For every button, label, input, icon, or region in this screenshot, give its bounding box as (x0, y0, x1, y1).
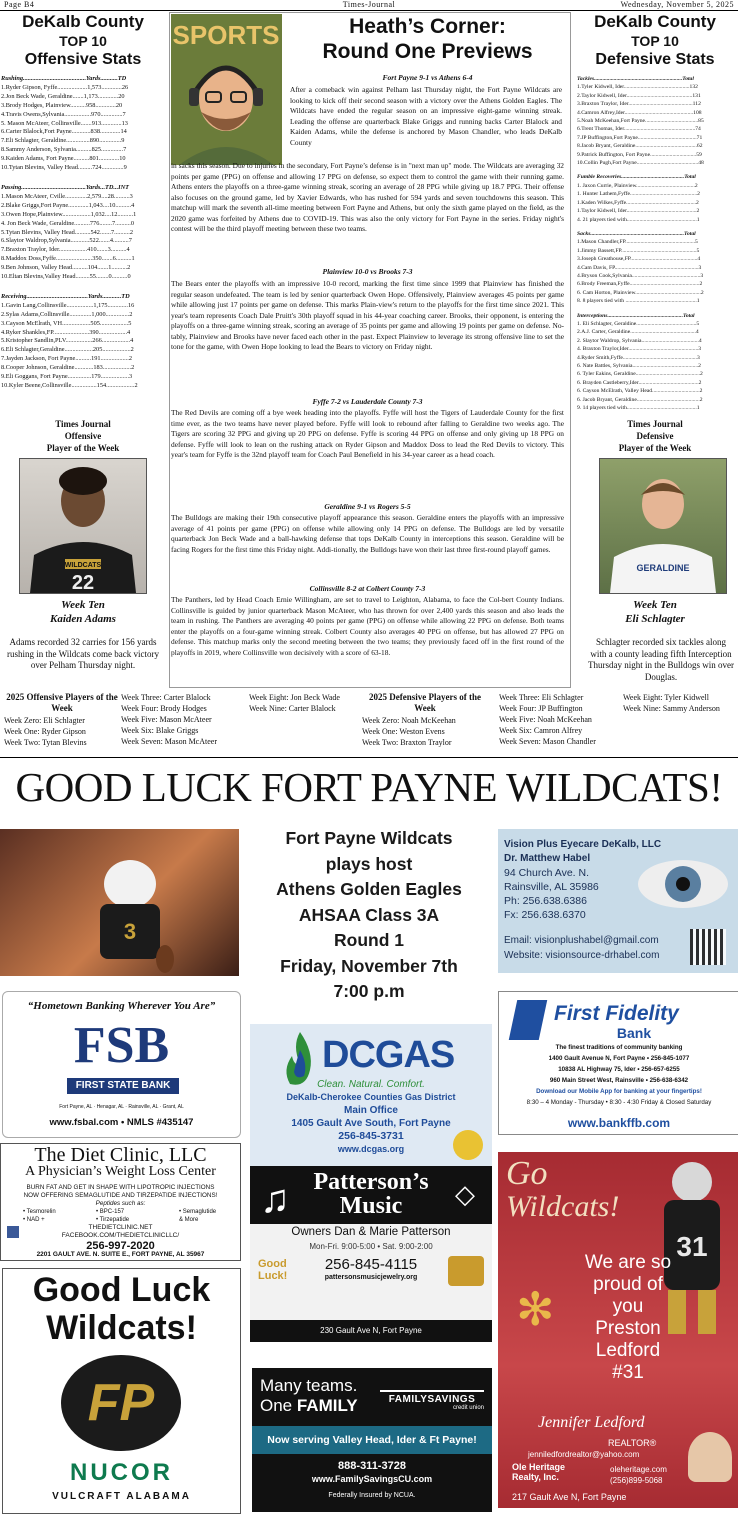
dcgas-logo: DCGAS (322, 1034, 455, 1076)
caption-player: Kaiden Adams (50, 613, 116, 625)
vision-phone: Ph: 256.638.6386 (504, 895, 587, 907)
stat-row: 9.Ben Johnson, Valley Head..........104.......1..........2 (1, 264, 131, 272)
sports-cartoon (171, 14, 282, 165)
vision-doctor: Dr. Matthew Habel (504, 853, 591, 864)
kaiden-adams-photo (19, 458, 147, 594)
ffb-details (499, 1042, 738, 1108)
patterson-luck: Luck! (258, 1270, 288, 1282)
game-ad-line: Friday, November 7th (280, 955, 458, 976)
family-logo-sub: credit union (452, 1405, 484, 1411)
weekly-entry: Week One: Weston Evens (362, 727, 445, 736)
game-ad-line: Athens Golden Eagles (276, 879, 462, 899)
headline-line-2: Round One Previews (322, 40, 533, 63)
stat-row: 6. Brayden Castleberry,Ider...........................................2 (577, 379, 702, 386)
diet-item: • NAD + (23, 1217, 45, 1223)
stat-row: 4.Camron Alfrey,Ider.................................................108 (577, 109, 702, 116)
tackles-header: Tackles...............................................................Total (577, 76, 694, 82)
game-ad-line: plays host (325, 853, 413, 874)
diet-title: The Diet Clinic, LLC (34, 1144, 207, 1166)
agent-email: jenniledfordrealtor@yahoo.com (528, 1450, 640, 1459)
diet-item: • BPC-157 (96, 1209, 125, 1215)
offensive-weekly-title: 2025 Offensive Players of the Week (6, 692, 118, 713)
stat-row: 7.Jayden Jackson, Fort Payne..........191..................2 (1, 355, 132, 363)
fp-football-logo: FP (61, 1355, 181, 1451)
stat-row: 8. 8 players tied with ...................................................1 (577, 298, 700, 305)
music-note-icon: ♫ (260, 1176, 290, 1221)
stat-row: 6.Brody Freeman,Fyffe..................................................2 (577, 281, 703, 288)
weekly-entry: Week Nine: Carter Blalock (249, 704, 336, 713)
fsb-logo: FSB (73, 1017, 170, 1074)
offensive-stats-box (0, 12, 166, 70)
ffb-bank: Bank (616, 1025, 652, 1041)
stat-row: 3.Joseph Greathouse,FP................................................4 (577, 256, 701, 263)
game-ad (245, 826, 493, 1005)
stat-row: 1.Taylor Kidwell, Ider..................................................2 (577, 208, 700, 215)
paw-print-icon: ✻ (516, 1284, 555, 1335)
stat-row: 4. Jon Beck Wade, Geraldine..........776........7..........0 (1, 219, 134, 227)
gl-line-2: Wildcats! (46, 1309, 197, 1347)
fsb-name: FIRST STATE BANK (67, 1078, 179, 1094)
headline-line-1: Heath’s Corner: (349, 15, 506, 38)
stat-row: 10.Eltan Blevins,Valley Head.........55........0..........0 (1, 273, 131, 281)
stat-row: 3.Owen Hope,Plainview..................1,032....12..........1 (1, 210, 137, 218)
stat-row: 6. Tyler Eakins, Geraldine..............................................2 (577, 371, 703, 378)
g4-paragraph: The Bulldogs are making their 19th consecutive playoff appearance this season. Geraldine enters the playoffs with an impressive average of 41 points per game (PPG) on offense while allowing only 14 PPG on defense. The Bulldogs are led by versatile quarterback Jon Beck Wade and a ball-hawking defense that tops DeKalb County in interceptions this season. Geraldine will be facing Rogers for the first time this Friday night. Addi-tionally, the Bulldogs have won their last three first-round playoff games. (171, 513, 564, 554)
patterson-owners: Owners Dan & Marie Patterson (291, 1226, 451, 1238)
pow-line: Times Journal (627, 419, 683, 429)
stat-row: 5.Kristopher Sandlin,PLV.................266..................4 (1, 337, 134, 345)
weekly-entry: Week Six: Blake Griggs (121, 726, 199, 735)
vision-name: Vision Plus Eyecare DeKalb, LLC (504, 839, 662, 850)
offense-title-2: TOP 10 (59, 33, 107, 49)
g2-title: Plainview 10-0 vs Brooks 7-3 (322, 267, 413, 276)
patterson-name-1: Patterson’s (313, 1169, 429, 1195)
good-luck-nucor-ad (2, 1268, 241, 1514)
patterson-hours: Mon-Fri. 9:00-5:00 • Sat. 9:00-2:00 (309, 1242, 433, 1251)
diet-web (1, 1224, 240, 1240)
weekly-entry: Week One: Ryder Gipson (4, 727, 86, 736)
offensive-stats-list (1, 75, 165, 391)
message-line: #31 (612, 1362, 644, 1383)
qr-code-icon (690, 929, 726, 965)
good-luck-banner: GOOD LUCK FORT PAYNE WILDCATS! (15, 764, 723, 810)
stat-row: 1.Mason McAteer, Cville..............2,579....28..........3 (1, 192, 133, 200)
stat-row: 9.Eli Goggans, Fort Payne...............179..................3 (1, 373, 133, 381)
g4-title: Geraldine 9-1 vs Rogers 5-5 (324, 502, 411, 511)
agent-web: oleheritage.com (610, 1465, 667, 1474)
stat-row: 1.Jimmy Bassett,FP......................................................5 (577, 247, 700, 254)
stat-row: 4. 21 players tied with..................................................1 (577, 216, 700, 223)
message-line: We are so (584, 1252, 672, 1273)
jersey-number: 31 (676, 1231, 708, 1262)
diet-facebook: FACEBOOK.COM/THEDIETCLINICLLC/ (61, 1232, 180, 1239)
family-tagline (260, 1376, 358, 1416)
stat-row: 6. Jacob Bryant, Geraldine.............................................2 (577, 396, 703, 403)
column-headline (290, 14, 565, 64)
vision-email: Email: visionplushabel@gmail.com (504, 935, 659, 946)
agent-phone: (256)899-5068 (610, 1476, 663, 1485)
family-ncua: Federally Insured by NCUA. (328, 1492, 416, 1499)
fsb-slogan: “Hometown Banking Wherever You Are” (27, 1000, 216, 1012)
family-line-2: One (260, 1396, 297, 1415)
svg-text:22: 22 (71, 572, 95, 593)
family-savings-logo (380, 1390, 484, 1411)
stat-row: 5.Noah McKeehan,Fort Payne......................................85 (577, 118, 704, 125)
game-ad-line: Fort Payne Wildcats (285, 828, 453, 848)
ffb-line: The finest traditions of community banking (555, 1044, 683, 1051)
stat-row: 10.Kyler Beene,Collinsville................154..................2 (1, 382, 138, 389)
diet-website: THEDIETCLINIC.NET (88, 1224, 153, 1231)
weekly-entry: Week Six: Camron Alfrey (499, 726, 583, 735)
g1-paragraph-1: After a comeback win against Pelham last Thursday night, the Fort Payne Wildcats are looking to kick off their second season with a victory over the Athens Golden Eagles. The Wildcats have ended the regular season on an impressive eight-game winning streak. Leading the offense are quarterback Blake Griggs and running backs Carter Blalock and Kaiden Adams, while the defense is anchored by Mason Chandler, who leads DeKalb County (290, 85, 562, 147)
stat-row: 2.Taylor Kidwell, Ider...............................................131 (577, 92, 701, 99)
stat-row: 6.Carter Blalock,Fort Payne............838.............14 (1, 128, 127, 136)
stat-row: 1.Mason Chandler,FP..................................................5 (577, 239, 698, 246)
dcgas-office: Main Office (344, 1105, 398, 1116)
ffb-logo-icon (509, 1000, 548, 1040)
stat-row: 3.Brody Hodges, Plainview..........958.............20 (1, 101, 123, 109)
stat-row: 6.Trent Thomas, Ider...................................................74 (577, 126, 701, 133)
diet-item: & More (179, 1217, 199, 1223)
page-number: Page B4 (4, 0, 35, 9)
ledford-ad (498, 1152, 738, 1508)
weekly-entry: Week Zero: Eli Schlagter (4, 716, 85, 725)
vision-address: 94 Church Ave. N. (504, 867, 590, 879)
weekly-entry: Week Eight: Tyler Kidwell (623, 693, 709, 702)
wildcats-text: Wildcats! (506, 1190, 620, 1223)
stat-row: 8.Jacob Bryant, Geraldine............................................62 (577, 143, 703, 150)
patterson-goodluck (258, 1258, 298, 1282)
defense-title-1: DeKalb County (594, 12, 716, 31)
stat-row: 9.Patrick Buffington, Fort Payne.................................59 (577, 151, 702, 158)
stat-row: 10.Tytan Blevins, Valley Head.........724..............9 (1, 164, 127, 172)
family-logo-text: FAMILYSAVINGS (380, 1390, 484, 1405)
g2-paragraph: The Bears enter the playoffs with an impressive 10-0 record, marking the first time since 1999 that Plainview has finished the regular season undefeated. The team is led by senior quarterback Owen Hope. Offensively, Plainview averages 45 points per game while allowing just 17 points per game on defense. This marks Plain-view's return to the playoffs for the first time since 2021. This year's team represents Coach Dale Pruitt's 30th playoff squad in his 44-year coaching career. Brooks, their opponent, is entering the playoffs on a three-game winning streak, scoring an average of 35 points per game and allowing 19 points per game on defense. No-tably, Plainview and Brooks have never faced each other in the past. Expect Plainview to leverage its strong offensive line to set the tone for the game, with Owen Hope looking to lead the Bears to victory on Friday night. (171, 279, 564, 351)
svg-text:WILDCATS: WILDCATS (64, 562, 102, 569)
stat-row: 6.Eli Schlagter,Geraldine..................205..................2 (1, 346, 134, 354)
patterson-name (290, 1170, 452, 1218)
ffb-line: 10838 AL Highway 75, Ider • 256-657-6255 (558, 1066, 680, 1073)
sports-label: SPORTS (172, 20, 280, 50)
pattersons-music-ad (250, 1166, 492, 1342)
fsb-branches: Fort Payne, AL · Henagar, AL · Rainsville, AL · Grant, AL (59, 1104, 184, 1110)
message-line: Ledford (595, 1340, 661, 1361)
stat-row: 2.Blake Griggs,Fort Payne.............1,043....10..........4 (1, 201, 135, 209)
stat-row: 4. Braxton Traylor,Ider..................................................3 (577, 346, 702, 353)
ffb-line: 960 Main Street West, Rainsville • 256-638-6342 (549, 1077, 689, 1084)
message-line: you (612, 1296, 644, 1317)
stat-row: 2. Slaytor Waldrop, Sylvania.........................................4 (577, 337, 702, 344)
weekly-entry: Week Three: Eli Schlagter (499, 693, 584, 702)
offensive-weekly-col-1 (4, 715, 87, 748)
page-header (0, 0, 738, 10)
pow-line: Offensive (64, 431, 102, 441)
patterson-web: pattersonsmusicjewelry.org (324, 1274, 418, 1281)
section-rule (0, 757, 738, 758)
fsb-ad (2, 991, 241, 1138)
g1-paragraph-2: in sacks this season. Due to injuries in the secondary, Fort Payne’s defense is in "next man up" mode. The Wildcats are averaging 32 points per game (PPG) on offense and allowing 17 PPG on defense, so expect them to control the game with their running game. Athens enters the playoffs on a three-game winning streak, scoring an average of 28 PPG while giving up 18.7 PPG. Their offense also focuses on the ground game, led by Xavier Edwards, who has rushed for 594 yards and seven touchdowns this season. This matchup will mark the seventh all-time meeting between Fort Payne and Athens, but only the sixth game played on the field, as the 2020 game was forfeited by Athens due to COVID-19. This was also the only victory for Fort Payne in the series. Friday night's contest will be the third playoff meeting between these two teams. (171, 161, 564, 233)
dcgas-web: www.dcgas.org (337, 1144, 405, 1154)
eli-schlagter-photo (599, 458, 727, 594)
offensive-weekly-col-2 (121, 692, 217, 747)
diet-item: • Tirzepatide (96, 1217, 130, 1223)
ffb-web: www.bankffb.com (567, 1116, 671, 1130)
diet-address: 2201 GAULT AVE. N. SUITE E., FORT PAYNE, AL 35967 (36, 1251, 205, 1258)
stat-row: 1.Tyler Kidwell, Ider...............................................132 (577, 84, 698, 91)
diet-offer (1, 1184, 240, 1208)
family-serving: Now serving Valley Head, Ider & Ft Payne! (252, 1426, 492, 1454)
kicker-photo (0, 829, 239, 976)
family-savings-ad (252, 1368, 492, 1512)
vulcraft-text: VULCRAFT ALABAMA (52, 1491, 191, 1502)
weekly-entry: Week Nine: Sammy Anderson (623, 704, 720, 713)
weekly-entry: Week Seven: Mason Chandler (499, 737, 596, 746)
patterson-good: Good (258, 1258, 287, 1270)
stat-row: 9.Kaiden Adams, Fort Payne..........801.............10 (1, 155, 126, 163)
defensive-pow-title (572, 418, 738, 454)
newspaper-name: Times-Journal (342, 0, 396, 9)
agent-signature: Jennifer Ledford (538, 1414, 645, 1431)
stat-row: 7.Braxton Traylor, Ider..................410.......3..........4 (1, 246, 130, 254)
family-line-1: Many teams. (260, 1376, 358, 1395)
stat-row: 9. 14 players tied with..................................................1 (577, 405, 700, 412)
offensive-pow-text: Adams recorded 32 carries for 156 yards rushing in the Wildcats come back victory over Pelham Thursday night. (7, 637, 159, 670)
rushing-header: Rushing........................................Yards...........TD (1, 75, 127, 82)
defensive-pow-text: Schlagter recorded six tackles along with a county leading fifth Interception Thursday night in the Bulldogs win over Douglas. (588, 637, 734, 682)
vision-website: Website: visionsource-drhabel.com (504, 950, 660, 961)
stat-row: 10.Collin Pugh,Fort Payne............................................48 (577, 160, 704, 167)
realty-firm: Ole Heritage Realty, Inc. (512, 1462, 566, 1482)
issue-date: Wednesday, November 5, 2025 (620, 0, 734, 9)
stat-row: 1.Ryder Gipson, Fyffe...................1,573.............26 (1, 83, 129, 91)
weekly-entry: Week Seven: Mason McAteer (121, 737, 217, 746)
pow-line: Times Journal (55, 419, 111, 429)
stat-row: 1.Gavin Lang,Collinsville.................1,175.............16 (1, 301, 135, 309)
stat-row: 7.JP Buffington,Fort Payne..........................................71 (577, 134, 703, 141)
stat-row: 3.Braxton Traylor, Ider..............................................112 (577, 101, 701, 108)
passing-header: Passing.........................................Yards...TD...INT (1, 183, 129, 191)
offense-title-3: Offensive Stats (24, 51, 142, 68)
stat-row: 6. Cayson McElrath, Valley Head..................................2 (577, 388, 703, 395)
fsb-web: www.fsbal.com • NMLS #435147 (49, 1117, 194, 1128)
defensive-pow-caption (572, 598, 738, 626)
ffb-line: Download our Mobile App for banking at your fingertips! (536, 1088, 702, 1095)
agent-contact (610, 1464, 667, 1486)
ffb-line: 1400 Gault Avenue N, Fort Payne • 256-845-1077 (548, 1055, 690, 1062)
dcgas-tagline: Clean. Natural. Comfort. (317, 1079, 425, 1090)
stat-row: 6. Cam Horton, Plainview...............................................2 (577, 289, 704, 296)
dcgas-ad (250, 1024, 492, 1168)
diet-item: • Semaglutide (179, 1209, 217, 1215)
defensive-weekly-title: 2025 Defensive Players of the Week (369, 692, 481, 713)
family-contact (252, 1460, 492, 1486)
receiving-header: Receiving.......................................Yards............TD (1, 292, 130, 300)
agent-address: 217 Gault Ave N, Fort Payne (512, 1492, 627, 1502)
fumble-header: Fumble Recoveries.............................................Total (577, 174, 696, 181)
weekly-entry: Week Two: Braxton Traylor (362, 738, 452, 747)
realtor-label: REALTOR® (608, 1438, 657, 1448)
stat-row: 2.A.J. Carter, Geraldine...............................................4 (577, 329, 699, 336)
diet-list-2 (96, 1208, 129, 1224)
caption-player: Eli Schlagter (625, 613, 685, 625)
offensive-weekly-col-3 (249, 692, 340, 714)
diet-peptides: Peptides such as: (95, 1200, 146, 1207)
vision-fax: Fx: 256.638.6370 (504, 909, 586, 921)
stat-row: 4.Travis Owens,Sylvania.................970..............7 (1, 110, 126, 118)
game-ad-line: AHSAA Class 3A (298, 904, 440, 925)
patterson-address: 230 Gault Ave N, Fort Payne (320, 1326, 422, 1335)
good-luck-text (3, 1271, 240, 1347)
diet-list-3 (179, 1208, 216, 1224)
g5-title: Collinsville 8-2 at Colbert County 7-3 (309, 584, 426, 593)
message-line: proud of (593, 1274, 663, 1295)
stat-row: 6.Slaytor Waldrop,Sylvania............522.......4..........7 (1, 237, 132, 245)
stat-row: 1. Jaxon Currie, Plainview..........................................2 (577, 182, 698, 189)
offense-title-1: DeKalb County (22, 12, 144, 31)
stat-row: 7.Eli Schlagter, Geraldine...............890..............9 (1, 137, 125, 145)
defensive-weekly-col-1 (362, 715, 456, 748)
vision-address: Rainsville, AL 35986 (504, 881, 599, 893)
stat-row: 4.Ryder Smith,Fyffe.....................................................3 (577, 354, 700, 361)
family-phone: 888-311-3728 (338, 1460, 406, 1472)
caption-week: Week Ten (61, 599, 105, 611)
g5-paragraph: The Panthers, led by Head Coach Ernie Willingham, are set to travel to Leighton, Alabama, to face the Col-bert County Indians. Collinsville is guided by junior quarterback Mason McAteer, who has thrown for over 2,400 yards this season and also leads the team in rushing. The Panthers are averaging 40 points per game (PPG) on offense while allowing 22 PPG on defense. Both teams enter the playoffs on a four-game winning streak. Colbert County also averages 40 PPG on offense, but has allowed 27 PPG on defense. This matchup marks only the second meeting between the two teams; they previously faced off in the first round of the playoffs in 2019, where Collinsville won decisively with a score of 63-18. (171, 595, 564, 657)
stat-row: 2.Jon Beck Wade, Geraldine.......1,173.............20 (1, 92, 125, 100)
weekly-entry: Week Four: Brody Hodges (121, 704, 207, 713)
pow-line: Player of the Week (46, 443, 120, 453)
diet-phone: 256-997-2020 (86, 1240, 155, 1252)
patterson-phone: 256-845-4115 (324, 1256, 418, 1273)
diet-list-1 (23, 1208, 56, 1224)
diet-line: NOW OFFERING SEMAGLUTIDE AND TIRZEPATIDE INJECTIONS! (23, 1192, 218, 1199)
patterson-name-2: Music (339, 1193, 403, 1219)
agent-photo (688, 1432, 732, 1482)
stat-row: 8.Cooper Johnson, Geraldine............183..................2 (1, 364, 135, 372)
stat-row: 1. Hunter Lathem,Fyffe................................................2 (577, 191, 700, 198)
stat-row: 2.Sylas Adams,Collinsville..............1,000...............2 (1, 310, 133, 318)
sacks-header: Sacks...................................................................Total (577, 230, 696, 237)
defense-title-3: Defensive Stats (595, 51, 715, 68)
family-line-3: FAMILY (296, 1396, 358, 1415)
stat-row: 6. Nate Battles, Sylvania...............................................2 (577, 363, 701, 369)
stat-row: 1. Eli Schlagter, Geraldine...........................................5 (577, 320, 700, 327)
pow-line: Player of the Week (618, 443, 692, 453)
stat-row: 8.Sammy Anderson, Sylvania..........825..............7 (1, 146, 127, 154)
proud-message (558, 1252, 698, 1384)
award-seal-icon (453, 1130, 483, 1160)
weekly-entry: Week Two: Tytan Blevins (4, 738, 87, 747)
offensive-pow-caption (0, 598, 166, 626)
g1-title: Fort Payne 9-1 vs Athens 6-4 (382, 73, 473, 82)
diamond-icon: ◇ (455, 1180, 475, 1209)
defense-title-2: TOP 10 (631, 33, 679, 49)
weekly-entry: Week Zero: Noah McKeehan (362, 716, 456, 725)
ffb-line: 8:30 – 4 Monday - Thursday • 8:30 - 4:30 Friday & Closed Saturday (526, 1099, 712, 1106)
defensive-weekly-col-2 (499, 692, 596, 747)
defensive-weekly-col-3 (623, 692, 720, 714)
dcgas-phone: 256-845-3731 (338, 1130, 404, 1142)
stat-row: 8.Maddox Doss,Fyffe.......................350.......6..........1 (1, 255, 135, 263)
nucor-logo: NUCOR (70, 1459, 173, 1486)
svg-text:GERALDINE: GERALDINE (636, 563, 690, 573)
diet-subtitle: A Physician’s Weight Loss Center (25, 1164, 216, 1179)
weekly-entry: Week Five: Mason McAteer (121, 715, 212, 724)
stat-row: 5. Mason McAteer, Collinsville.......913.............13 (1, 119, 128, 127)
weekly-entry: Week Eight: Jon Beck Wade (249, 693, 340, 702)
gl-line-1: Good Luck (32, 1271, 211, 1309)
g3-paragraph: The Red Devils are coming off a bye week heading into the playoffs. Fyffe will host the Tigers of Lauderdale County for the first time ever, as the two teams have never played before. Fyffe will look to rebound after falling to Geraldine two weeks ago. The Tigers are scoring 32 PPG and giving up 20 PPG on defense. Fyffe is scoring 44 PPG on offense and only giving up 18 PPG on defense. Fyffe will look to lean on the rushing attack on Ryder Gipson and Maddox Doss to lead the Red Devils to victory. This year's team for Fyffe is the 32nd playoff team for Coach Paul Benefield in his 34-year career as a head coach. (171, 408, 564, 459)
stat-row: 4.Ryker Shankles,FP.......................390..................4 (1, 328, 131, 336)
message-line: Preston (595, 1318, 661, 1339)
go-text: Go (506, 1155, 548, 1192)
header-rule (0, 10, 738, 11)
diet-item: • Tesmorelin (23, 1209, 56, 1215)
ffb-name: First Fidelity (554, 1002, 679, 1025)
weekly-entry: Week Three: Carter Blalock (121, 693, 211, 702)
first-fidelity-ad (498, 991, 738, 1135)
stat-row: 4.Bryson Cook,Sylvania.................................................3 (577, 272, 704, 279)
vision-plus-ad (498, 829, 738, 973)
weekly-entry: Week Four: JP Buffington (499, 704, 583, 713)
defensive-stats-box (572, 12, 738, 70)
dcgas-address: 1405 Gault Ave South, Fort Payne (291, 1118, 451, 1129)
weekly-entry: Week Five: Noah McKeehan (499, 715, 592, 724)
stat-row: 4.Cam Davis, FP............................................................3 (577, 264, 702, 271)
diet-clinic-ad (0, 1143, 241, 1261)
svg-text:3: 3 (123, 919, 137, 944)
stat-row: 5.Tytan Blevins, Valley Head..........542.......7..........2 (1, 228, 134, 236)
family-web: www.FamilySavingsCU.com (311, 1474, 433, 1484)
g3-title: Fyffe 7-2 vs Lauderdale County 7-3 (312, 397, 423, 406)
instruments-icon (448, 1256, 484, 1286)
stat-row: 3.Cayson McElrath, VH..................505..................5 (1, 319, 132, 327)
interceptions-header: Interceptions......................................................Total (577, 312, 695, 319)
game-ad-line: 7:00 p.m (333, 981, 405, 1001)
caption-week: Week Ten (633, 599, 677, 611)
diet-line: BURN FAT AND GET IN SHAPE WITH LIPOTROPIC INJECTIONS (26, 1184, 215, 1191)
game-ad-line: Round 1 (334, 930, 404, 950)
stat-row: 1.Kaden Wilkes,Fyffe..................................................2 (577, 199, 699, 206)
pow-line: Defensive (636, 431, 674, 441)
offensive-pow-title (0, 418, 166, 454)
dcgas-name: DeKalb-Cherokee Counties Gas District (286, 1092, 456, 1102)
defensive-stats-list (577, 75, 735, 412)
